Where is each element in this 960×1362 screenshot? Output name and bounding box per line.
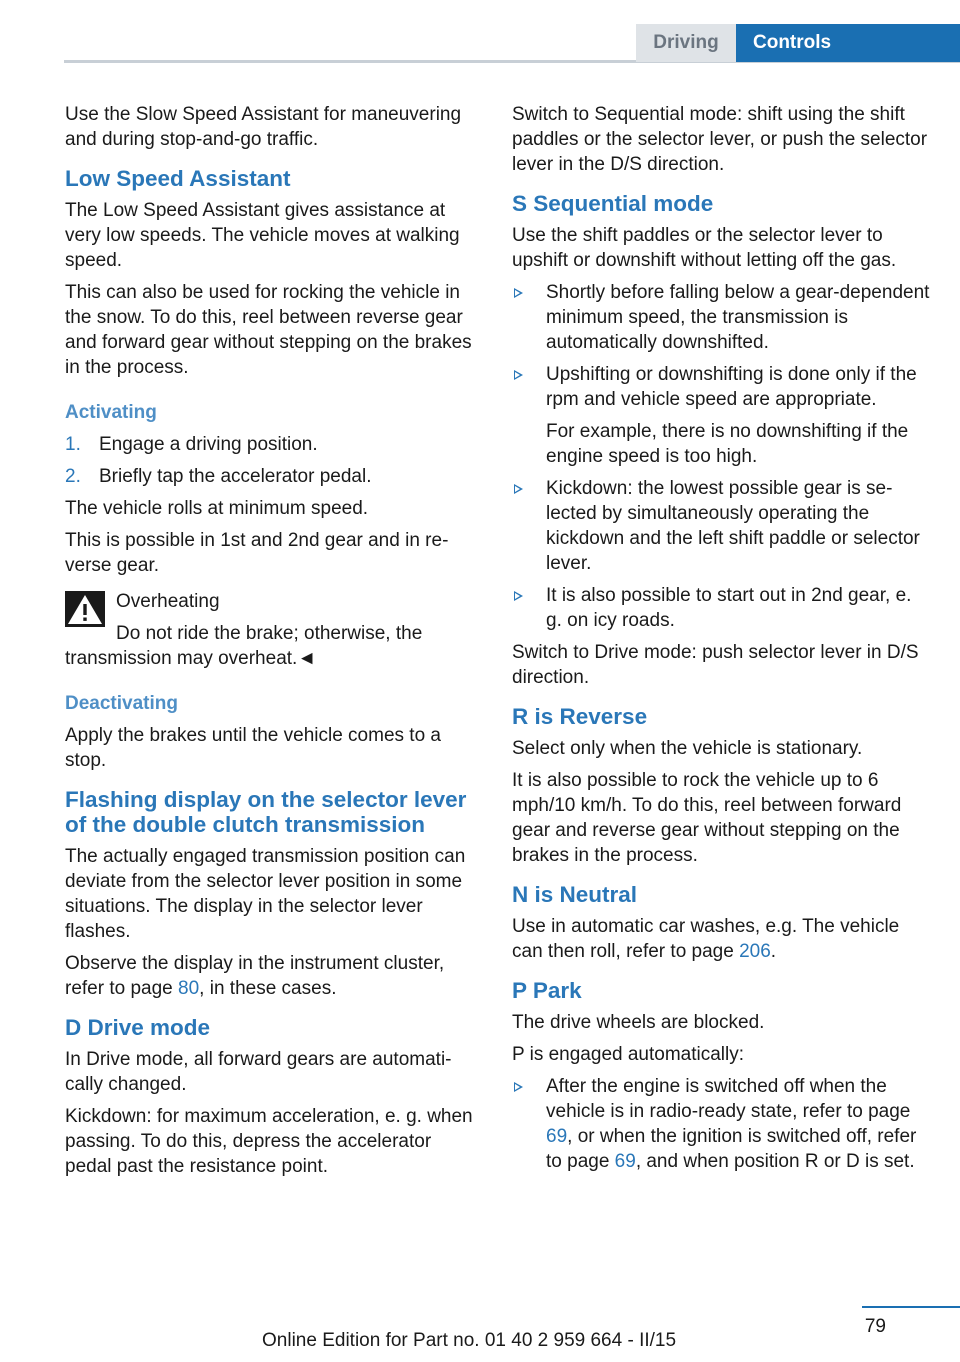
rolls-text: The vehicle rolls at minimum speed. (65, 498, 369, 519)
neutral-text (512, 914, 930, 964)
bullet-extra-text: For example, there is no downshifting if the engine speed is too high. (546, 421, 909, 467)
park-bullet-text-b: , or when the ignition is switched off, refer to page (546, 1126, 917, 1172)
step-text: Engage a driving position. (99, 434, 318, 455)
flashing-text-2 (65, 951, 479, 1001)
right-column (512, 102, 930, 1181)
low-speed-text-2: This can also be used for rocking the vehicle in the snow. To do this, reel between reverse gear and forward gear without stepping on the brakes in the process. (65, 282, 472, 378)
page-link-69[interactable]: 69 (546, 1126, 568, 1147)
low-speed-heading: Low Speed Assistant (65, 166, 291, 191)
warning-title: Overheating (116, 591, 220, 612)
triangle-bullet-icon (514, 484, 523, 494)
footer-edition: Online Edition for Part no. 01 40 2 959 664 - II/15 (262, 1330, 677, 1351)
list-item (65, 432, 479, 457)
park-heading: P Park (512, 978, 582, 1003)
deactivating-heading: Deactivating (65, 693, 178, 714)
footer-rule (862, 1306, 960, 1308)
warning-text (65, 621, 479, 671)
step-text: Briefly tap the accelerator pedal. (99, 466, 372, 487)
flashing-text-1: The actually engaged transmission position can deviate from the selector lever position in some situations. The display in the selector lever flashes. (65, 846, 466, 942)
neutral-text-a: Use in automatic car washes, e.g. The vehicle can then roll, refer to page (512, 916, 900, 962)
page-link-206[interactable]: 206 (739, 941, 771, 962)
activating-steps (65, 432, 479, 489)
step-number: 1. (65, 434, 81, 455)
bullet-text: Shortly before falling below a gear-dependent minimum speed, the transmission is automatically downshifted. (546, 282, 930, 353)
triangle-bullet-icon (514, 288, 523, 298)
triangle-bullet-icon (514, 1082, 523, 1092)
tab-controls[interactable]: Controls (736, 24, 960, 62)
bullet-text: It is also possible to start out in 2nd gear, e. g. on icy roads. (546, 585, 912, 631)
warning-box (65, 589, 479, 671)
flashing-text-2a: Observe the display in the instrument cluster, refer to page (65, 953, 445, 999)
list-item (65, 464, 479, 489)
reverse-text-1: Select only when the vehicle is stationary. (512, 738, 863, 759)
flashing-text-2b: , in these cases. (199, 978, 337, 999)
list-item (512, 583, 930, 633)
sequential-text: Use the shift paddles or the selector lever to upshift or downshift without letting off the gas. (512, 225, 897, 271)
list-item (512, 1074, 930, 1174)
activating-heading: Activating (65, 402, 157, 423)
reverse-heading: R is Reverse (512, 704, 648, 729)
drive-text-2: Kickdown: for maximum acceleration, e. g. when passing. To do this, depress the accelerator pedal past the resistance point. (65, 1106, 473, 1177)
tab-driving[interactable]: Driving (636, 24, 736, 62)
list-item (512, 362, 930, 469)
warning-icon (65, 591, 105, 627)
drive-heading: D Drive mode (65, 1015, 211, 1040)
flashing-heading: Flashing display on the selector lever of the double clutch transmission (65, 787, 467, 837)
step-number: 2. (65, 466, 81, 487)
deactivating-text: Apply the brakes until the vehicle comes to a stop. (65, 725, 441, 771)
left-column (65, 102, 479, 1186)
park-bullet-text-a: After the engine is switched off when the vehicle is in radio-ready state, refer to page (546, 1076, 911, 1122)
triangle-bullet-icon (514, 591, 523, 601)
page-number: 79 (864, 1316, 886, 1337)
park-text-1: The drive wheels are blocked. (512, 1012, 765, 1033)
park-bullet-text-c: , and when position R or D is set. (635, 1151, 915, 1172)
sequential-bullets (512, 280, 930, 633)
drive-switch-text: Switch to Drive mode: push selector lever in D/S direction. (512, 642, 919, 688)
reverse-text-2: It is also possible to rock the vehicle up to 6 mph/10 km/h. To do this, reel between forward gear and reverse gear without stepping on the brakes in the process. (512, 770, 902, 866)
sequential-switch-text: Switch to Sequential mode: shift using the shift paddles or the selector lever, or push the selector lever in the D/S direction. (512, 104, 928, 175)
page-link-69-second[interactable]: 69 (614, 1151, 636, 1172)
warning-text-line2: transmission may overheat.◄ (65, 648, 317, 669)
drive-text-1: In Drive mode, all forward gears are automatically changed. (65, 1049, 452, 1095)
neutral-heading: N is Neutral (512, 882, 638, 907)
bullet-text: Upshifting or downshifting is done only if the rpm and vehicle speed are appropriate. (546, 364, 917, 410)
low-speed-text-1: The Low Speed Assistant gives assistance at very low speeds. The vehicle moves at walking speed. (65, 200, 460, 271)
possible-text: This is possible in 1st and 2nd gear and in reverse gear. (65, 530, 449, 576)
sequential-heading: S Sequential mode (512, 191, 714, 216)
triangle-bullet-icon (514, 370, 523, 380)
warning-text-line1: Do not ride the brake; otherwise, the (116, 623, 423, 644)
park-bullets (512, 1074, 930, 1174)
list-item (512, 476, 930, 576)
intro-text: Use the Slow Speed Assistant for maneuvering and during stop-and-go traffic. (65, 104, 462, 150)
list-item (512, 280, 930, 355)
park-text-2: P is engaged automatically: (512, 1044, 745, 1065)
page-link-80[interactable]: 80 (178, 978, 200, 999)
bullet-text: Kickdown: the lowest possible gear is selected by simultaneously operating the kickdown and the left shift paddle or selector lever. (546, 478, 920, 574)
neutral-text-b: . (770, 941, 777, 962)
